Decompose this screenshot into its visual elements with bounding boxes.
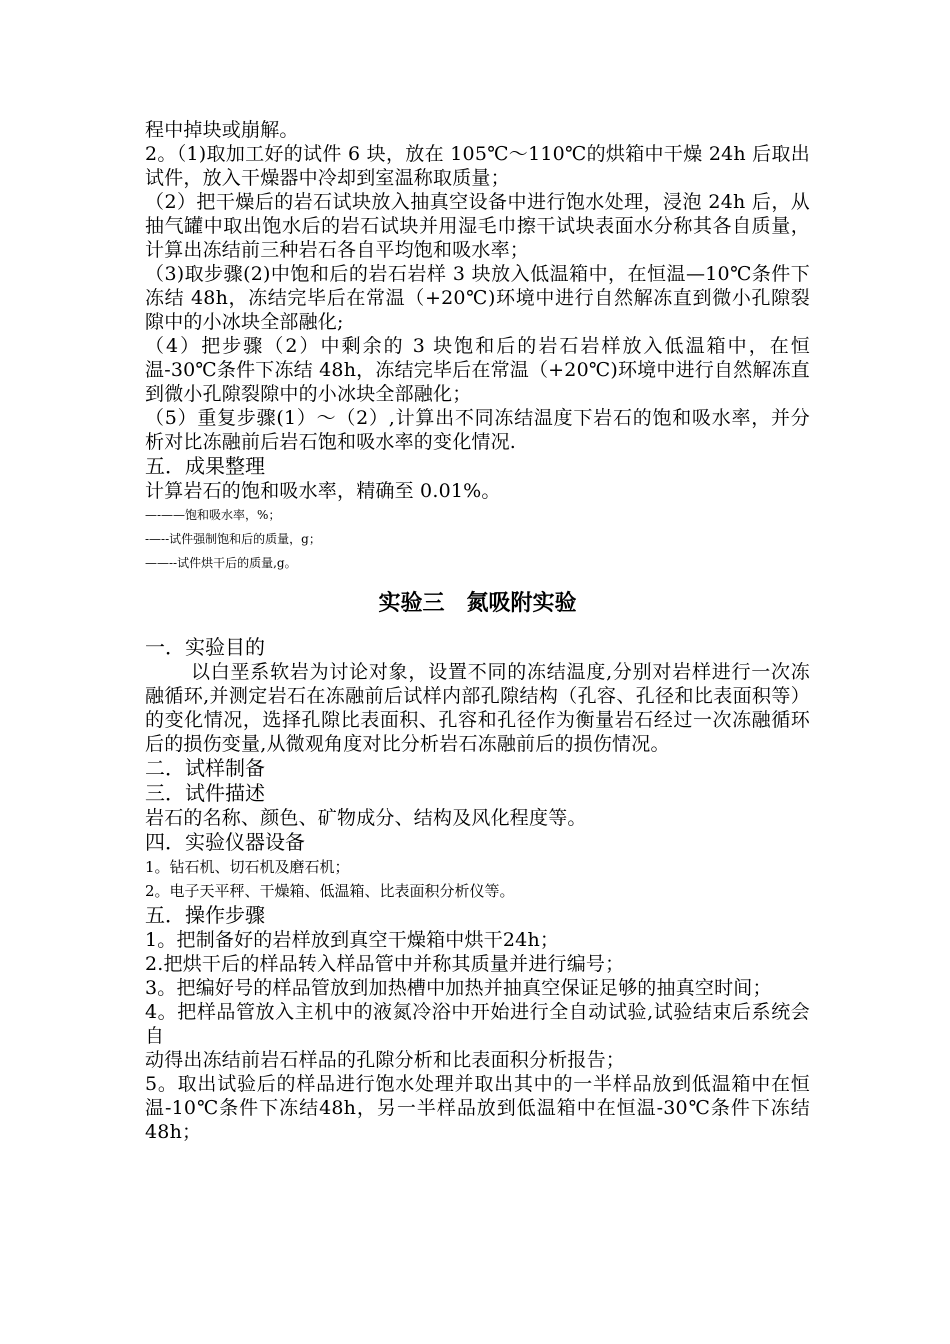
paragraph: 2。（1)取加工好的试件 6 块，放在 105℃～110℃的烘箱中干燥 24h 后取出试件，放入干燥器中冷却到室温称取质量； xyxy=(145,143,810,189)
section-heading: 三．试件描述 xyxy=(145,781,265,805)
step-item: 1。把制备好的岩样放到真空干燥箱中烘干24h； xyxy=(145,929,560,951)
formula-note: -—--试件强制饱和后的质量，g； xyxy=(145,532,321,546)
step-item: 5。取出试验后的样品进行饱水处理并取出其中的一半样品放到低温箱中在恒温-10℃条件下冻结48h，另一半样品放到低温箱中在恒温-30℃条件下冻结48h； xyxy=(145,1073,810,1143)
formula-note: ——--试件烘干后的质量,g。 xyxy=(145,556,297,570)
step-item: 动得出冻结前岩石样品的孔隙分析和比表面积分析报告； xyxy=(145,1049,626,1071)
step-item: 4。把样品管放入主机中的液氮冷浴中开始进行全自动试验,试验结束后系统会自 xyxy=(145,1001,810,1047)
paragraph: （5）重复步骤(1）～（2）,计算出不同冻结温度下岩石的饱和吸水率，并分析对比冻融前后岩石饱和吸水率的变化情况. xyxy=(145,407,810,453)
paragraph: 程中掉块或崩解。 xyxy=(145,119,299,141)
equipment-item: 1。钻石机、切石机及磨石机； xyxy=(145,858,350,876)
step-item: 3。把编好号的样品管放到加热槽中加热并抽真空保证足够的抽真空时间； xyxy=(145,977,772,999)
section-heading: 一．实验目的 xyxy=(145,635,265,659)
paragraph: （4）把步骤（2）中剩余的 3 块饱和后的岩石岩样放入低温箱中，在恒温-30℃条件下冻结 48h，冻结完毕后在常温（+20℃)环境中进行自然解冻直到微小孔隙裂隙中的小冰块全部融化； xyxy=(145,335,810,405)
paragraph: （3)取步骤(2)中饱和后的岩石岩样 3 块放入低温箱中，在恒温—10℃条件下冻结 48h，冻结完毕后在常温（+20℃)环境中进行自然解冻直到微小孔隙裂隙中的小冰块全部融化; xyxy=(145,263,810,333)
equipment-item: 2。电子天平秤、干燥箱、低温箱、比表面积分析仪等。 xyxy=(145,882,515,900)
section-heading: 二．试样制备 xyxy=(145,756,265,780)
document-page xyxy=(145,118,810,1144)
paragraph: （2）把干燥后的岩石试块放入抽真空设备中进行饱水处理，浸泡 24h 后，从抽气罐中取出饱水后的岩石试块并用湿毛巾擦干试块表面水分称其各自质量，计算出冻结前三种岩石各自平均饱和吸水率； xyxy=(145,191,810,261)
paragraph: 以白垩系软岩为讨论对象，设置不同的冻结温度,分别对岩样进行一次冻融循环,并测定岩石在冻融前后试样内部孔隙结构（孔容、孔径和比表面积等）的变化情况，选择孔隙比表面积、孔容和孔径作为衡量岩石经过一次冻融循环后的损伤变量,从微观角度对比分析岩石冻融前后的损伤情况。 xyxy=(145,661,810,755)
section-heading: 四．实验仪器设备 xyxy=(145,830,305,854)
section-heading: 五．成果整理 xyxy=(145,454,265,478)
experiment-title: 实验三 氮吸附实验 xyxy=(378,591,577,616)
section-heading: 五．操作步骤 xyxy=(145,903,265,927)
formula-note: —-——饱和吸水率，%； xyxy=(145,508,281,522)
paragraph: 岩石的名称、颜色、矿物成分、结构及风化程度等。 xyxy=(145,807,587,829)
step-item: 2.把烘干后的样品转入样品管中并称其质量并进行编号； xyxy=(145,953,625,975)
paragraph: 计算岩石的饱和吸水率，精确至 0.01%。 xyxy=(145,480,501,502)
